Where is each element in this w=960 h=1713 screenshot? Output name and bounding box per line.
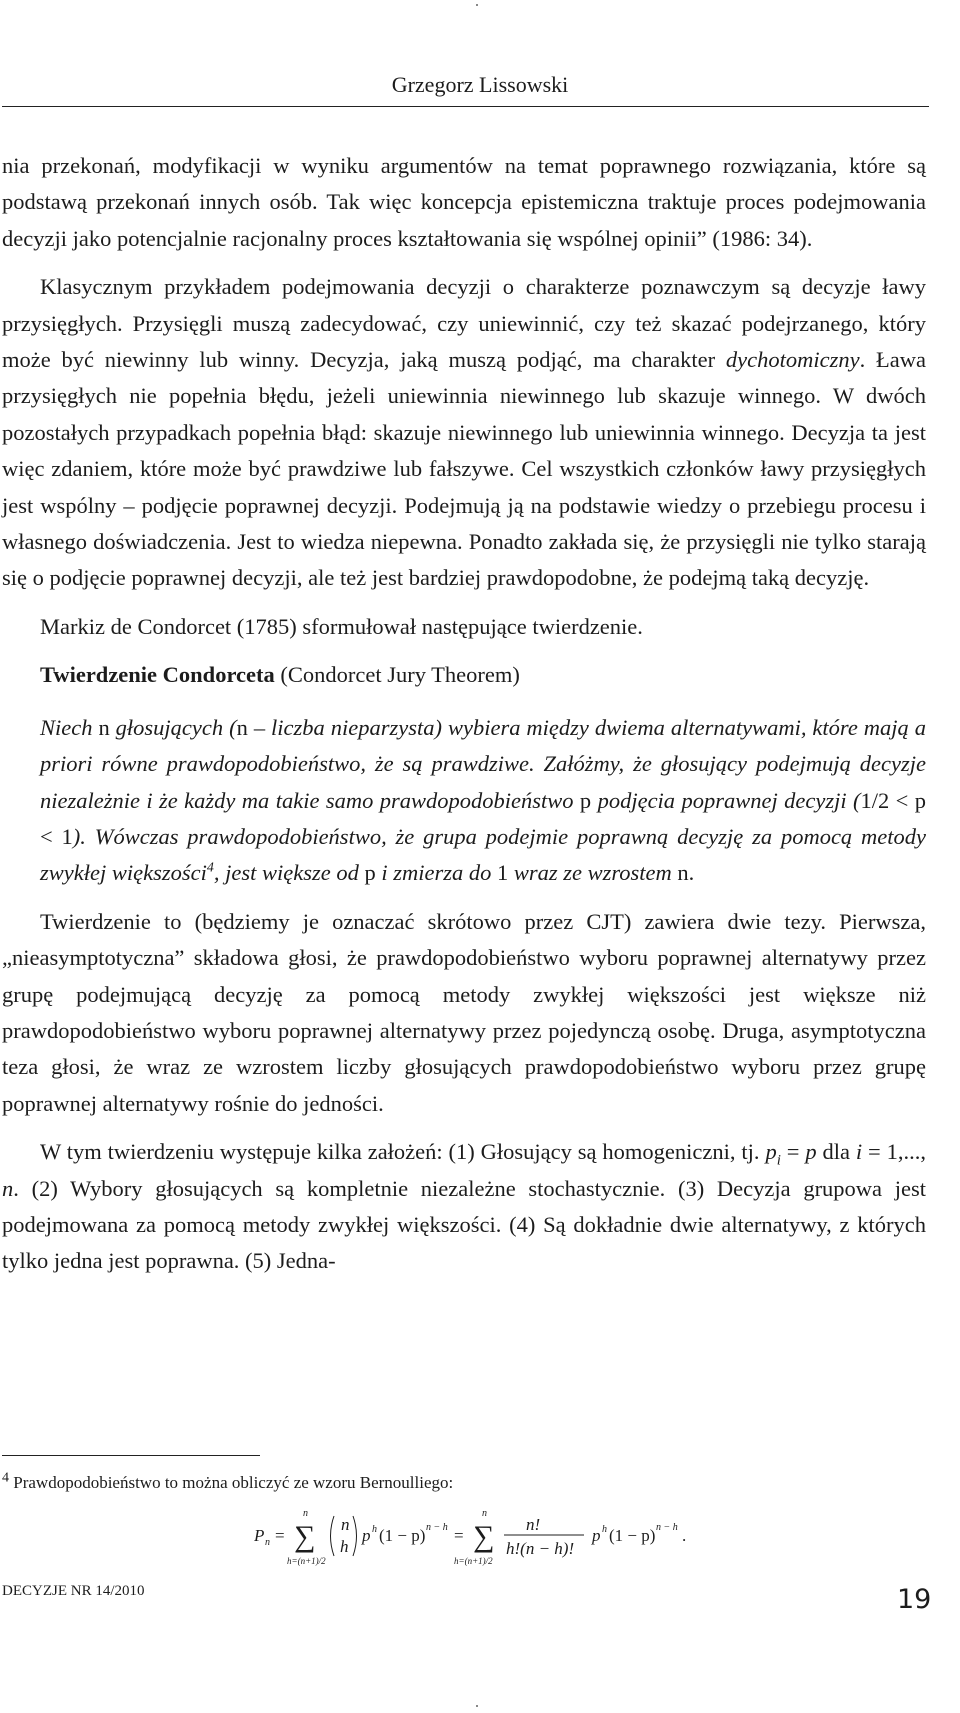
journal-name: DECYZJE NR 14/2010 [2,1583,145,1599]
footnote-text: Prawdopodobieństwo to można obliczyć ze wzoru Bernoulliego: [9,1473,454,1492]
paragraph: Twierdzenie to (będziemy je oznaczać skrótowo przez CJT) zawiera dwie tezy. Pierwsza, „nieasymptotyczna” składowa głosi, że prawdopodobieństwo wyboru poprawnej alternatywy przez grupę podejmującą decyzję za pomocą metody zwykłej większości jest większe niż prawdopodobieństwo wyboru poprawnej alternatywy przez pojedynczą osobę. Druga, asymptotyczna teza głosi, że wraz ze wzrostem liczby głosujących prawdopodobieństwo wyboru przez grupę poprawnej alternatywy rośnie do jedności. [2,908,926,1116]
text: Klasycznym przykładem podejmowania decyzji o charakterze poznawczym są decyzje ławy przysięgłych. Przysięgli muszą zadecydować, czy uniewinnić, czy też skazać podejrzanego, który może być niewinny lub winny. Decyzja, jaką muszą podjąć, ma charakter [2,274,926,373]
text: Niech [40,714,99,740]
page-number: 19 [897,1584,932,1615]
variable: n [236,714,248,740]
variable: p [765,1139,777,1165]
binom-right-paren [353,1516,357,1556]
condition: 1/2 < p < 1 [40,787,926,849]
text: = 1,..., [862,1139,926,1165]
variable: n [677,860,689,886]
text: . (2) Wybory głosujących są kompletnie niezależne stochastycznie. (3) Decyzja grupowa jest podejmowana za pomocą metody zwykłej większości. (4) Są dokładnie dwie alternatywy, z których tylko jedna jest poprawna. (5) Jedna- [2,1175,926,1274]
paragraph [2,269,926,597]
paragraph: Markiz de Condorcet (1785) sformułował następujące twierdzenie. [40,613,643,639]
term-p: p [362,1526,371,1545]
text: , jest większe od [213,860,365,886]
text: wraz ze wzrostem [508,860,678,886]
formula-equals: = [275,1526,285,1545]
running-head: Grzegorz Lissowski [391,72,569,97]
theorem-title: Twierdzenie Condorceta [40,662,275,688]
formula-lhs: P [254,1526,265,1545]
text: i zmierza do [375,860,497,886]
sum-lower: h=(n+1)/2 [287,1556,326,1566]
footnote-number: 4 [2,1470,9,1486]
sum-sign: ∑ [294,1520,316,1553]
variable: i [776,1152,781,1169]
sum-sign: ∑ [473,1520,495,1553]
binom-upper: n [341,1515,350,1534]
number: 1 [496,860,509,886]
term-one-minus-p: (1 − p) [609,1526,656,1545]
crop-mark [476,4,478,6]
variable: n [98,714,110,740]
text: . Ława przysięgłych nie popełnia błędu, jeżeli uniewinnia niewinnego lub skazuje winnego. W dwóch pozostałych przypadkach popełnia błąd: skazuje niewinnego lub uniewinnia winnego. Decyzja ta jest więc zdaniem, które może być prawdziwe lub fałszywe. Cel wszystkich członków ławy przysięgłych jest wspólny – podjęcie poprawnej decyzji. Podejmują ją na podstawie wiedzy o przebiegu procesu i własnego doświadczenia. Jest to wiedza niepewna. Ponadto zakłada się, że przysięgli nie tylko starają się o podjęcie poprawnej decyzji, ale też jest bardziej prawdopodobne, że podejmą taką decyzję. [2,347,926,591]
theorem-statement [2,710,926,892]
variable: p [364,860,376,886]
term-exp: n − h [656,1522,678,1533]
bernoulli-formula [254,1500,694,1568]
text: podjęcia poprawnej decyzji ( [591,787,861,813]
theorem-subtitle: (Condorcet Jury Theorem) [274,662,520,688]
main-text [2,148,926,1280]
variable: p [805,1139,817,1165]
term-p-exp: h [602,1524,607,1535]
text: = [780,1139,806,1165]
text: . [688,860,695,886]
paragraph: nia przekonań, modyfikacji w wyniku argumentów na temat poprawnego rozwiązania, które są podstawą przekonań innych osób. Tak więc koncepcja epistemiczna traktuje proces podejmowania decyzji jako potencjalnie racjonalny proces kształtowania się wspólnej opinii” (1986: 34). [2,153,926,251]
term-p: p [592,1526,601,1545]
binom-lower: h [340,1537,349,1556]
formula-equals: = [454,1526,464,1545]
sum-upper: n [303,1508,308,1519]
formula-lhs-sub: n [265,1537,270,1548]
theorem-heading [2,657,926,693]
formula-period: . [682,1526,687,1545]
footnote-rule [2,1455,260,1456]
fraction-numerator: n! [526,1515,541,1534]
footnote [2,1470,902,1493]
header-rule [2,106,929,107]
text: ). Wówczas prawdopodobieństwo, że grupa podejmie poprawną decyzję za pomocą metody zwykłej większości [40,823,926,886]
text: dla [816,1139,856,1165]
text: – liczba nieparzysta) wybiera między dwiema alternatywami, które mają a priori równe prawdopodobieństwo, że są prawdziwe. Załóżmy, że głosujący podejmują decyzje niezależnie i że każdy ma takie samo prawdopodobieństwo [40,714,926,813]
paragraph [2,1134,926,1280]
binom-left-paren [331,1516,335,1556]
variable: i [855,1139,863,1165]
variable: p [579,787,592,813]
footnote-ref: 4 [206,860,214,876]
term-one-minus-p: (1 − p) [379,1526,426,1545]
text: W tym twierdzeniu występuje kilka założeń: (1) Głosujący są homogeniczni, tj. [40,1139,766,1165]
variable: n [2,1175,14,1201]
crop-mark [476,1705,478,1707]
term-exp: n − h [426,1522,448,1533]
term-p-exp: h [372,1524,377,1535]
text: głosujących ( [109,714,237,740]
fraction-denominator: h!(n − h)! [506,1539,575,1558]
sum-lower: h=(n+1)/2 [454,1556,493,1566]
emphasis: dychotomiczny [725,347,860,373]
sum-upper: n [482,1508,487,1519]
